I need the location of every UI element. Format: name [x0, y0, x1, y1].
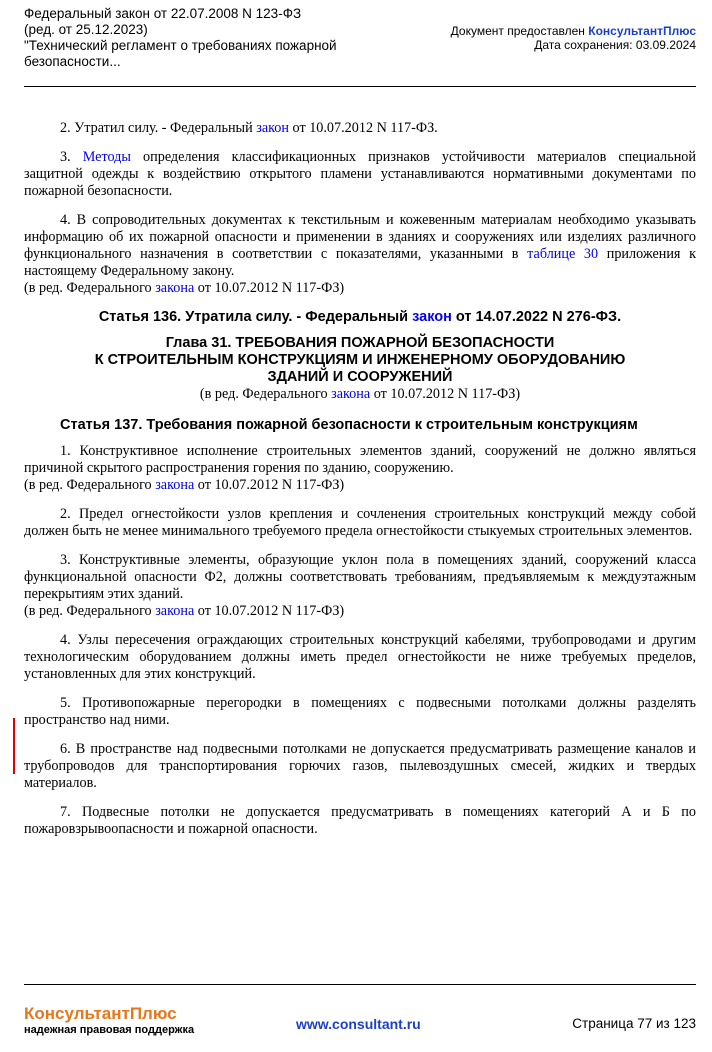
header-divider — [24, 86, 696, 87]
provider-brand: КонсультантПлюс — [588, 24, 696, 38]
page-total: 123 — [673, 1016, 696, 1031]
document-header-title — [24, 6, 354, 70]
amendment-law-link[interactable]: закона — [155, 280, 195, 296]
paragraph-3-amendment-note: (в ред. Федерального закона от 10.07.2012 N 117-ФЗ) — [24, 603, 345, 619]
change-marker — [13, 718, 15, 774]
provided-by: Документ предоставлен КонсультантПлюс — [450, 24, 696, 38]
logo-name: КонсультантПлюс — [24, 1004, 177, 1023]
amendment-note: (в ред. Федерального закона от 10.07.2012 N 117-ФЗ) — [24, 280, 345, 296]
chapter-amendment-note: (в ред. Федерального закона от 10.07.2012 N 117-ФЗ) — [199, 386, 521, 402]
document-provider-info — [451, 24, 696, 52]
article-137-paragraph-3: 3. Конструктивные элементы, образующие уклон пола в помещениях зданий, сооружений класса функциональной опасности Ф2, должны соответствовать требованиям, предъявляемым к междуэтажным перекрытиям этих зданий. — [24, 552, 696, 602]
consultant-logo — [24, 1004, 194, 1036]
paragraph-4: 4. В сопроводительных документах к текстильным и кожевенным материалам необходимо указывать информацию об их пожарной опасности и применении в зданиях и сооружениях или изделиях различного функционального назначения в соответствии с показателями, указанными в таблице 30 приложения к настоящему Федеральному закону. — [24, 212, 696, 279]
paragraph-2: 2. Утратил силу. - Федеральный закон от 10.07.2012 N 117-ФЗ. — [60, 120, 438, 136]
doc-title-line1: Федеральный закон от 22.07.2008 N 123-ФЗ — [24, 6, 302, 21]
logo-tagline: надежная правовая поддержка — [24, 1024, 195, 1036]
doc-title-line2: (ред. от 25.12.2023) — [24, 22, 148, 37]
chapter-31-heading: Глава 31. ТРЕБОВАНИЯ ПОЖАРНОЙ БЕЗОПАСНОСТИ К СТРОИТЕЛЬНЫМ КОНСТРУКЦИЯМ И ИНЖЕНЕРНОМУ ОБОРУДОВАНИЮ ЗДАНИЙ И СООРУЖЕНИЙ — [94, 335, 626, 385]
law-link[interactable]: закон — [256, 120, 289, 136]
article-137-paragraph-1: 1. Конструктивное исполнение строительных элементов зданий, сооружений не должно являться причиной скрытого распространения горения по зданию, сооружению. — [24, 443, 696, 476]
paragraph-3-amendment-law-link[interactable]: закона — [155, 603, 195, 619]
page-counter: Страница 77 из 123 — [572, 1016, 696, 1031]
article-137-paragraph-7: 7. Подвесные потолки не допускается предусматривать в помещениях категорий А и Б по пожаровзрывоопасности и пожарной опасности. — [24, 804, 696, 837]
paragraph-1-amendment-law-link[interactable]: закона — [155, 477, 195, 493]
paragraph-1-amendment-note: (в ред. Федерального закона от 10.07.2012 N 117-ФЗ) — [24, 477, 345, 493]
article-137-paragraph-4: 4. Узлы пересечения ограждающих строительных конструкций кабелями, трубопроводами и другим технологическим оборудованием должны иметь предел огнестойкости не ниже требуемых пределов, установленных для этих конструкций. — [24, 632, 696, 682]
article-137-paragraph-6: 6. В пространстве над подвесными потолками не допускается предусматривать размещение каналов и трубопроводов для транспортирования горючих газов, пылевоздушных смесей, жидких и твердых материалов. — [24, 741, 696, 791]
page-current: 77 — [637, 1016, 653, 1031]
doc-title-line3: "Технический регламент о требованиях пожарной — [24, 38, 337, 53]
paragraph-3: 3. Методы определения классификационных признаков устойчивости материалов специальной защитной одежды к воздействию открытого пламени устанавливаются нормативными документами по пожарной безопасности. — [24, 149, 696, 199]
chapter-amendment-law-link[interactable]: закона — [331, 386, 371, 402]
doc-title-line4: безопасности... — [24, 54, 121, 69]
save-date: Дата сохранения: 03.09.2024 — [534, 38, 696, 52]
document-body — [24, 100, 696, 850]
footer-divider — [24, 984, 696, 985]
article-137-paragraph-2: 2. Предел огнестойкости узлов крепления и сочленения строительных конструкций между собой должен быть не менее минимального требуемого предела огнестойкости стыкуемых строительных элементов. — [24, 506, 696, 539]
article-136-law-link[interactable]: закон — [412, 309, 452, 325]
website-link[interactable]: www.consultant.ru — [296, 1016, 421, 1032]
article-137-heading: Статья 137. Требования пожарной безопасности к строительным конструкциям — [60, 417, 638, 433]
methods-link[interactable]: Методы — [82, 149, 131, 165]
article-137-paragraph-5: 5. Противопожарные перегородки в помещениях с подвесными потолками должны разделять пространство над ними. — [24, 695, 696, 728]
article-136-heading: Статья 136. Утратила силу. - Федеральный закон от 14.07.2022 N 276-ФЗ. — [98, 309, 622, 325]
table-30-link[interactable]: таблице 30 — [527, 246, 599, 262]
